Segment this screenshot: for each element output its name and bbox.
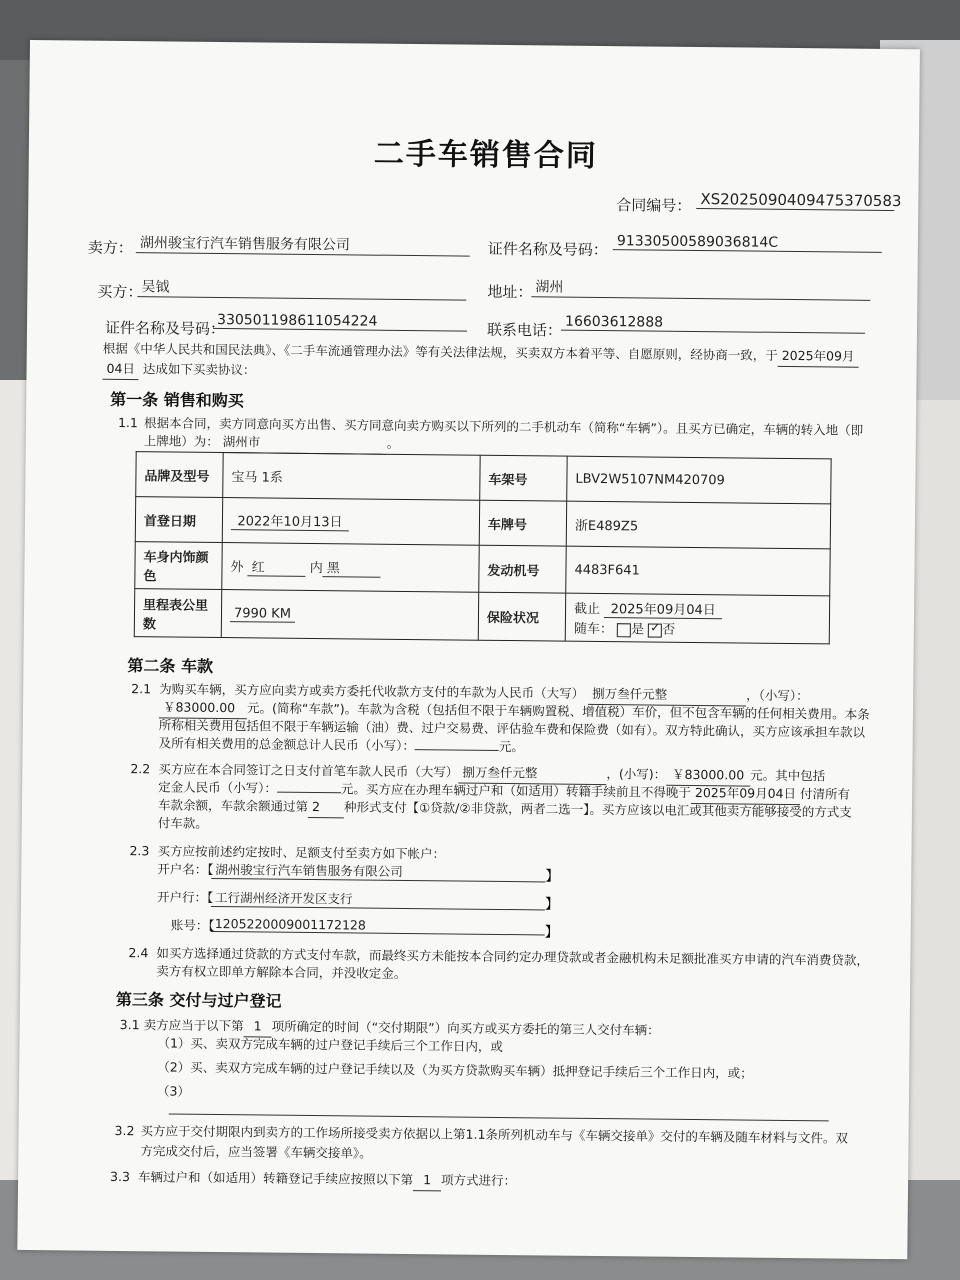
with-car-yes-label: 是 xyxy=(630,622,645,638)
phone-value: 16603612888 xyxy=(561,314,865,334)
clause-2-2-text-2c: 付清所有 xyxy=(799,786,851,802)
clause-3-3-line-1 xyxy=(138,1167,516,1192)
clause-1-1-text-2: 上牌地）为： xyxy=(143,433,219,449)
account-no-label: 账号：【 xyxy=(170,917,215,933)
clause-2-2-num: 2.2 xyxy=(130,761,151,777)
clause-3-2-line-1: 买方应于交付期限内到卖方的工作场所接受卖方依据以上第1.1条所列机动车与《车辆交接单》交付的车辆及随车材料与文件。双 xyxy=(140,1123,849,1146)
account-name-label: 开户名：【 xyxy=(157,861,214,877)
mileage-value: 7990 KM xyxy=(230,606,295,623)
preamble-date-b: 04日 xyxy=(102,359,139,380)
color-label: 车身内饰颜色 xyxy=(135,542,222,590)
preamble-date-a: 2025年09月 xyxy=(778,346,859,368)
reg-date-cell xyxy=(222,498,479,546)
account-no-bracket: 】 xyxy=(544,924,559,941)
preamble-text-2: 达成如下买卖协议： xyxy=(142,361,256,378)
mileage-cell xyxy=(221,590,478,641)
phone-label: 联系电话： xyxy=(486,320,563,340)
price-upper: 捌万叁仟元整 xyxy=(588,684,746,707)
buyer-cert-value: 330501198611054224 xyxy=(213,312,467,332)
clause-2-1-line-4 xyxy=(159,733,524,757)
clause-2-2-text-2b: 元。买方应在办理车辆过户和（如适用）转籍手续前且不得晚于 xyxy=(340,781,692,800)
with-car-row xyxy=(574,618,821,640)
clause-2-2-text-2a: 定金人民币（小写）： xyxy=(158,779,278,796)
clause-2-2-text-3a: 车款余额，车款余额通过第 xyxy=(157,797,309,814)
clause-3-1-text-b: 项所确定的时间（“交付期限”）向买方或买方委托的第三人交付车辆： xyxy=(271,1018,660,1038)
bank-bracket: 】 xyxy=(544,896,560,913)
article-2-title: 第二条 车款 xyxy=(127,656,214,676)
clause-2-2-line-4: 付车款。 xyxy=(157,815,208,831)
clause-1-1-num: 1.1 xyxy=(117,414,138,431)
insurance-label: 保险状况 xyxy=(478,592,565,641)
contract-title: 二手车销售合同 xyxy=(373,136,598,174)
seller-cert-label: 证件名称及号码： xyxy=(487,239,608,260)
clause-2-4-num: 2.4 xyxy=(128,945,149,961)
account-name-value: 湖州骏宝行汽车销售服务有限公司 xyxy=(211,860,545,882)
clause-2-1-text-a: 为购买车辆，买方应向卖方或卖方委托代收款方支付的车款为人民币（大写） xyxy=(159,681,585,701)
delivery-option-3: （3） xyxy=(156,1083,191,1099)
preamble-text-1: 根据《中华人民共和国民法典》、《二手车流通管理办法》等有关法律法规，买卖双方本着平等、自愿原则，经协商一致，于 xyxy=(102,340,778,363)
clause-3-1-text-a: 卖方应当于以下第 xyxy=(143,1017,244,1034)
contract-no-value: XS2025090409475370583 xyxy=(696,190,894,211)
delivery-option: 1 xyxy=(244,1016,272,1037)
table-row xyxy=(136,452,831,504)
delivery-option-2: （2）买、卖双方完成车辆的过户登记手续以及（为买方贷款购买车辆）抵押登记手续后三个工作日内，或； xyxy=(157,1059,753,1081)
table-row xyxy=(135,497,830,549)
contract-page xyxy=(17,40,920,1259)
preamble-line-2 xyxy=(102,359,255,382)
frame-value: LBV2W5107NM420709 xyxy=(567,456,831,504)
clause-3-3-text-a: 车辆过户和（如适用）转籍登记手续应按照以下第 xyxy=(138,1169,414,1188)
clause-1-1-line-1: 根据本合同，卖方同意向买方出售、买方同意向卖方购买以下所列的二手机动车（简称“车辆”）。且买方已确定，车辆的转入地（即 xyxy=(143,415,864,438)
bank-value: 工行湖州经济开发区支行 xyxy=(211,888,545,910)
with-car-label: 随车： xyxy=(573,621,613,638)
clause-2-2-text-c: 元。其中包括 xyxy=(750,767,826,784)
vehicle-table xyxy=(134,451,832,644)
clause-2-3-line-1: 买方应按前述约定按时、足额支付至卖方如下帐户： xyxy=(157,843,446,862)
clause-3-3-text-b: 项方式进行： xyxy=(441,1172,517,1189)
reg-date-label: 首登日期 xyxy=(135,497,222,543)
first-payment-upper: 捌万叁仟元整 xyxy=(458,763,606,786)
seller-cert-value: 91330500589036814C xyxy=(613,233,882,253)
clause-2-2-text-a: 买方应在本合同签订之日支付首笔车款人民币（大写） xyxy=(158,761,459,780)
payment-way: 2 xyxy=(308,797,344,818)
color-cell xyxy=(222,543,479,593)
clause-3-1-num: 3.1 xyxy=(119,1016,140,1033)
insurance-until-row xyxy=(574,598,821,621)
buyer-label: 买方： xyxy=(97,282,143,302)
engine-label: 发动机号 xyxy=(479,545,566,593)
insurance-cell xyxy=(565,593,829,644)
clause-2-4-line-2: 卖方有权立即单方解除本合同，并没收定金。 xyxy=(156,963,407,981)
clause-2-1-num: 2.1 xyxy=(131,681,152,697)
balance-deadline: 2025年09月04日 xyxy=(691,783,800,805)
table-row xyxy=(134,589,829,644)
article-3-title: 第三条 交付与过户登记 xyxy=(115,989,282,1011)
with-car-no-label: 否 xyxy=(662,622,676,638)
mileage-label: 里程表公里数 xyxy=(134,589,221,638)
clause-2-4-line-1: 如买方选择通过贷款的方式支付车款，而最终买方未能按本合同约定办理贷款或者金融机构未足额批准买方申请的汽车消费贷款， xyxy=(156,945,870,968)
engine-value: 4483F641 xyxy=(566,546,830,596)
blank-line xyxy=(169,1114,829,1122)
clause-2-2-text-b: ，(小写)： xyxy=(606,766,667,782)
account-name-bracket: 】 xyxy=(545,868,560,885)
brand-value: 宝马 1系 xyxy=(223,453,480,501)
first-payment-lower: ￥83000.00 xyxy=(666,765,750,787)
clause-2-1-text-b: ，（小写）： xyxy=(746,687,809,704)
clause-2-1-text-4b: 元。 xyxy=(498,738,524,755)
clause-3-2-num: 3.2 xyxy=(114,1122,135,1139)
clause-2-3-num: 2.3 xyxy=(129,843,150,859)
article-1-title: 第一条 销售和购买 xyxy=(110,389,244,411)
frame-label: 车架号 xyxy=(480,455,567,501)
clause-3-2-line-2: 方完成交付后，应当签署《车辆交接单》。 xyxy=(140,1143,372,1161)
price-lower: ￥83000.00 xyxy=(159,697,247,719)
bank-label: 开户行：【 xyxy=(156,889,214,905)
table-row xyxy=(135,542,830,596)
seller-value: 湖州骏宝行汽车销售服务有限公司 xyxy=(136,232,470,256)
color-out-label: 外 xyxy=(230,560,244,576)
delivery-option-1: （1）买、卖双方完成车辆的过户登记手续后三个工作日内，或 xyxy=(157,1035,504,1055)
clause-2-1-line-3: 所称相关费用包括但不限于车辆运输（油）费、过户交易费、评估验车费和保险费（如有）。双方特此确认，买方应该承担车款以 xyxy=(158,717,866,740)
clause-1-1-end: 。 xyxy=(386,435,400,451)
clause-2-2-text-3b: 种形式支付【①贷款/②非贷款，两者二选一】。买方应该以电汇或其他卖方能够接受的方式支 xyxy=(343,799,852,820)
plate-value: 浙E489Z5 xyxy=(566,501,830,549)
clause-3-3-num: 3.3 xyxy=(110,1168,131,1185)
account-no-value: 1205220009001172128 xyxy=(211,916,545,935)
brand-label: 品牌及型号 xyxy=(136,452,223,498)
clause-2-1-text-2: 元。(简称“车款”)。车款为含税（包括但不限于车辆购置税、增值税）车价，但不包含车辆的任何相关费用。本条 xyxy=(246,700,870,722)
insurance-until-value: 2025年09月04日 xyxy=(604,598,722,619)
color-in-label: 内 xyxy=(309,560,323,577)
contract-no-label: 合同编号： xyxy=(616,196,692,215)
seller-label: 卖方： xyxy=(87,238,133,258)
transfer-option: 1 xyxy=(413,1170,441,1191)
address-label: 地址： xyxy=(487,282,533,302)
buyer-cert-label: 证件名称及号码： xyxy=(104,318,226,339)
transfer-city: 湖州市 xyxy=(219,432,387,455)
color-out-value: 红 xyxy=(248,556,306,577)
insurance-until-label: 截止 xyxy=(573,601,601,618)
clause-2-1-text-4: 及所有相关费用的总金额总计人民币（小写）： xyxy=(158,735,415,754)
buyer-value: 吴钺 xyxy=(137,276,466,300)
plate-label: 车牌号 xyxy=(479,500,566,546)
with-car-no-checkbox xyxy=(648,623,662,637)
color-in-value: 黑 xyxy=(323,557,381,578)
address-value: 湖州 xyxy=(531,276,870,301)
with-car-yes-checkbox xyxy=(617,623,631,637)
reg-date-value: 2022年10月13日 xyxy=(231,510,349,531)
